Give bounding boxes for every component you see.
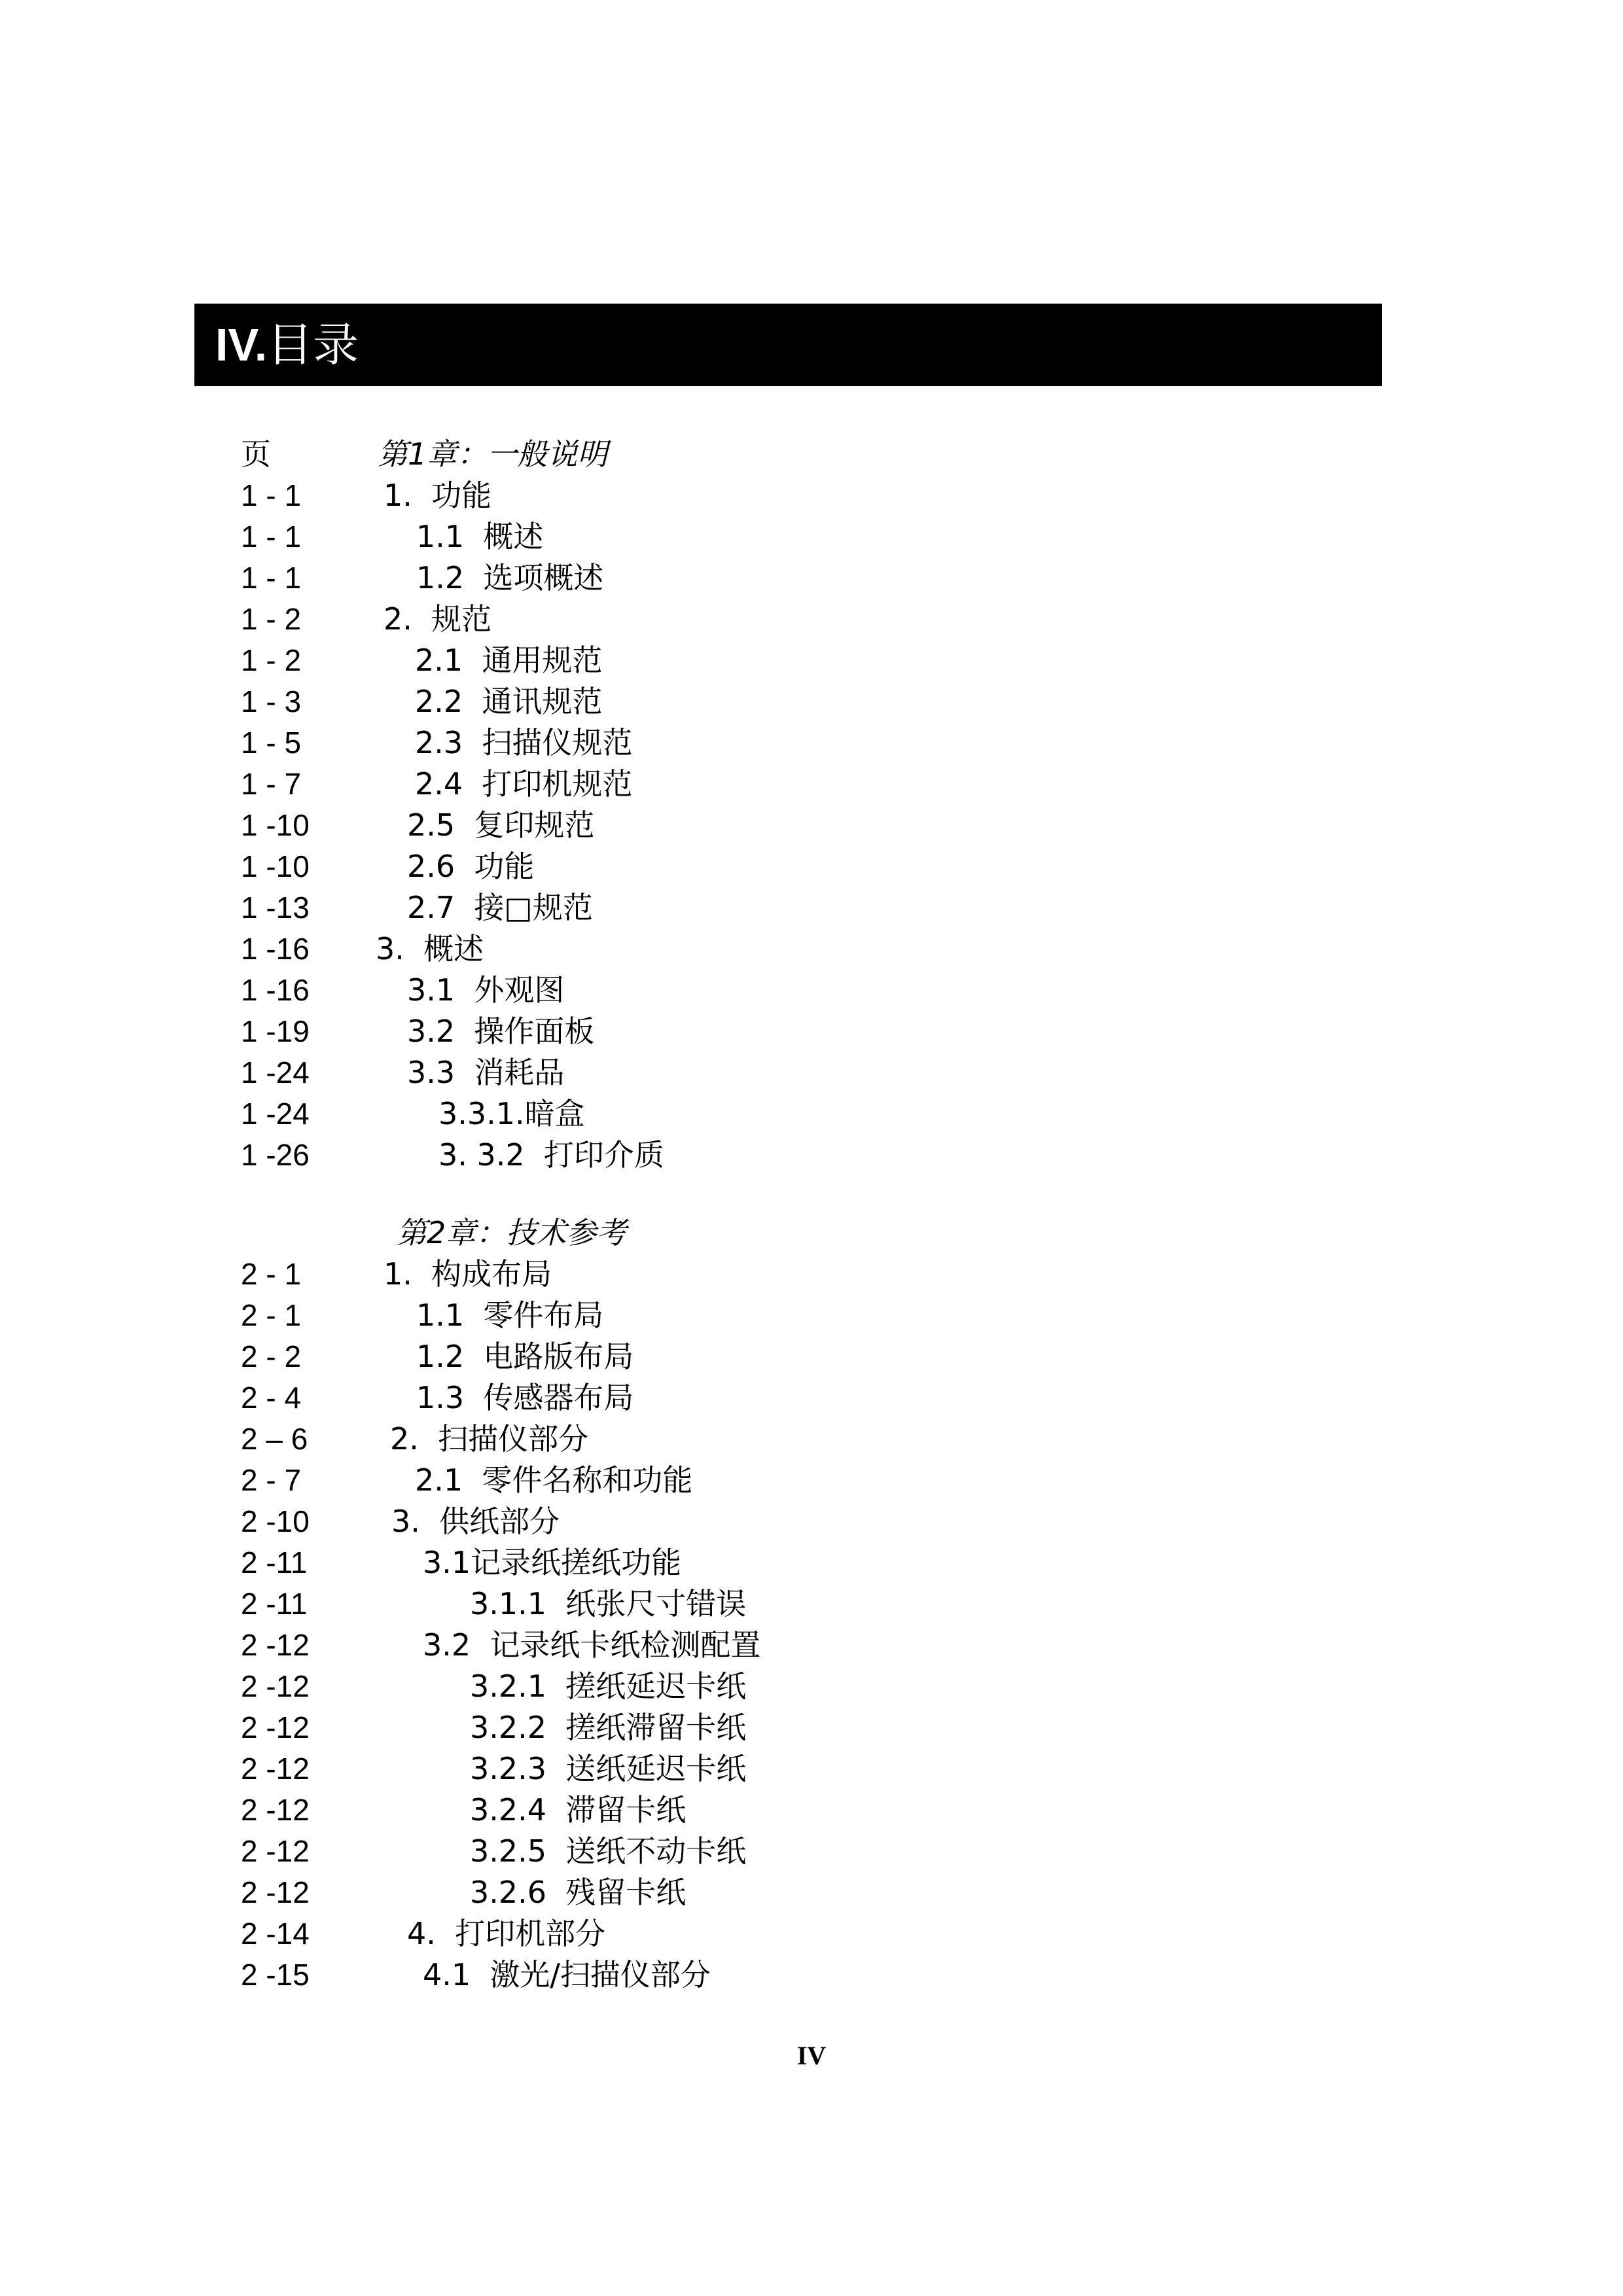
toc-entry-title: 3. 概述 <box>376 931 484 966</box>
toc-entry-title: 2.4 打印机规范 <box>415 766 633 802</box>
toc-entry <box>0 1831 1623 1872</box>
toc-page-number: 1 -24 <box>241 1097 310 1131</box>
toc-entry <box>0 1542 1623 1583</box>
toc-entry-title: 1.3 传感器布局 <box>416 1380 634 1415</box>
toc-entry-title: 4. 打印机部分 <box>407 1916 606 1951</box>
toc-page-number: 2 -14 <box>241 1916 310 1951</box>
toc-entry <box>0 1460 1623 1501</box>
section-title-bar <box>194 304 1382 386</box>
toc-entry <box>0 1295 1623 1336</box>
toc-entry <box>0 764 1623 805</box>
toc-entry-title: 3.2.3 送纸延迟卡纸 <box>470 1751 747 1786</box>
toc-entry <box>0 805 1623 846</box>
chapter-heading: 第2章：技术参考 <box>397 1215 627 1250</box>
toc-entry-title: 1.2 电路版布局 <box>416 1339 634 1374</box>
toc-page-number: 2 -11 <box>241 1545 308 1580</box>
toc-page-number: 2 - 7 <box>241 1463 302 1497</box>
toc-entry-title: 1.2 选项概述 <box>416 560 604 595</box>
toc-entry-title: 4.1 激光/扫描仪部分 <box>423 1957 711 1992</box>
toc-entry <box>0 516 1623 557</box>
toc-page-number: 1 - 2 <box>241 602 302 636</box>
toc-entry-title: 3.2.5 送纸不动卡纸 <box>470 1833 747 1869</box>
toc-entry <box>0 1666 1623 1707</box>
toc-page-number: 2 -12 <box>241 1710 310 1744</box>
toc-page-number: 2 - 1 <box>241 1257 302 1291</box>
toc-page-number: 2 -12 <box>241 1793 310 1827</box>
toc-page-number: 1 - 2 <box>241 643 302 677</box>
toc-entry <box>0 1872 1623 1913</box>
toc-entry-title: 1. 构成布局 <box>383 1256 552 1292</box>
toc-entry <box>0 1501 1623 1542</box>
section-number: IV. <box>215 319 268 370</box>
toc-page-number: 2 -12 <box>241 1628 310 1662</box>
toc-page-number: 2 – 6 <box>241 1422 308 1456</box>
toc-entry <box>0 1377 1623 1419</box>
toc-header-row <box>0 434 1623 475</box>
toc-page-number: 2 - 1 <box>241 1298 302 1332</box>
toc-entry <box>0 1583 1623 1625</box>
toc-entry-title: 3.1 外观图 <box>407 972 565 1008</box>
toc-entry-title: 2.7 接□规范 <box>407 890 593 925</box>
toc-entry-title: 3.2.2 搓纸滞留卡纸 <box>470 1710 747 1745</box>
toc-page-number: 2 -12 <box>241 1834 310 1868</box>
toc-page-number: 1 -10 <box>241 849 310 883</box>
toc-page-number: 1 -16 <box>241 973 310 1007</box>
toc-entry <box>0 1954 1623 1996</box>
toc-page-number: 2 -15 <box>241 1958 310 1992</box>
toc-page-number: 2 - 2 <box>241 1339 302 1373</box>
toc-entry-title: 2. 规范 <box>383 601 492 637</box>
toc-entry-title: 2.1 零件名称和功能 <box>415 1462 693 1498</box>
toc-page-number: 1 -13 <box>241 891 310 925</box>
toc-entry <box>0 1254 1623 1295</box>
toc-entry <box>0 1419 1623 1460</box>
toc-page-number: 1 -24 <box>241 1055 310 1089</box>
toc-entry-title: 3.2.1 搓纸延迟卡纸 <box>470 1669 747 1704</box>
page-footer-number: IV <box>796 2041 827 2070</box>
toc-page-number: 2 -12 <box>241 1669 310 1703</box>
toc-entry-title: 3.2.6 残留卡纸 <box>470 1875 687 1910</box>
toc-entry-title: 1.1 概述 <box>416 519 544 554</box>
toc-page-number: 1 -26 <box>241 1138 310 1172</box>
toc-entry <box>0 887 1623 928</box>
toc-entry <box>0 1336 1623 1377</box>
toc-entry <box>0 970 1623 1011</box>
toc-entry <box>0 1135 1623 1176</box>
toc-entry-title: 2. 扫描仪部分 <box>390 1421 589 1457</box>
toc-entry-title: 2.2 通讯规范 <box>415 684 603 719</box>
toc-page-number: 1 -19 <box>241 1014 310 1048</box>
toc-entry <box>0 475 1623 516</box>
toc-entry-title: 2.1 通用规范 <box>415 643 603 678</box>
toc-entry-title: 3.2.4 滞留卡纸 <box>470 1792 687 1828</box>
page-column-header: 页 <box>241 436 271 472</box>
toc-entry <box>0 1093 1623 1135</box>
toc-page-number: 2 -12 <box>241 1875 310 1909</box>
toc-page-number: 2 - 4 <box>241 1381 302 1415</box>
toc-entry <box>0 722 1623 764</box>
toc-entry-title: 3.1.1 纸张尺寸错误 <box>470 1586 747 1621</box>
toc-page-number: 1 - 1 <box>241 561 302 595</box>
toc-page-number: 1 -10 <box>241 808 310 842</box>
toc-entry-title: 3.3 消耗品 <box>407 1055 565 1090</box>
toc-entry-title: 2.5 复印规范 <box>407 807 595 843</box>
toc-header-row <box>0 1212 1623 1254</box>
toc-entry <box>0 928 1623 970</box>
toc-entry <box>0 1790 1623 1831</box>
toc-entry <box>0 1748 1623 1790</box>
toc-page-number: 1 - 7 <box>241 767 302 801</box>
toc-entry-title: 3.2 记录纸卡纸检测配置 <box>423 1627 761 1663</box>
toc-entry <box>0 599 1623 640</box>
toc-entry <box>0 640 1623 681</box>
toc-entry <box>0 846 1623 887</box>
toc-entry-title: 1.1 零件布局 <box>416 1298 604 1333</box>
toc-entry <box>0 681 1623 722</box>
toc-entry <box>0 1052 1623 1093</box>
toc-page-number: 1 - 3 <box>241 684 302 718</box>
toc-entry <box>0 1707 1623 1748</box>
toc-entry-title: 3. 3.2 打印介质 <box>438 1137 664 1173</box>
toc-entry <box>0 557 1623 599</box>
section-title: 目录 <box>267 318 359 372</box>
toc-page-number: 1 - 1 <box>241 478 302 512</box>
toc-entry-title: 1. 功能 <box>383 478 492 513</box>
toc-entry-title: 3.2 操作面板 <box>407 1014 595 1049</box>
toc-entry-title: 3. 供纸部分 <box>391 1504 560 1539</box>
toc-page-number: 2 -11 <box>241 1587 308 1621</box>
toc-entry <box>0 1625 1623 1666</box>
toc-entry <box>0 1913 1623 1954</box>
toc-page-number: 1 - 1 <box>241 520 302 554</box>
chapter-heading: 第1章：一般说明 <box>378 436 608 472</box>
toc-entry-title: 3.1记录纸搓纸功能 <box>423 1545 682 1580</box>
toc-page-number: 1 - 5 <box>241 726 302 760</box>
toc-entry-title: 3.3.1.暗盒 <box>438 1096 585 1131</box>
toc-page-number: 1 -16 <box>241 932 310 966</box>
toc-page-number: 2 -12 <box>241 1752 310 1786</box>
toc-entry-title: 2.3 扫描仪规范 <box>415 725 633 760</box>
toc-entry-title: 2.6 功能 <box>407 849 535 884</box>
toc-page-number: 2 -10 <box>241 1504 310 1538</box>
toc-entry <box>0 1011 1623 1052</box>
